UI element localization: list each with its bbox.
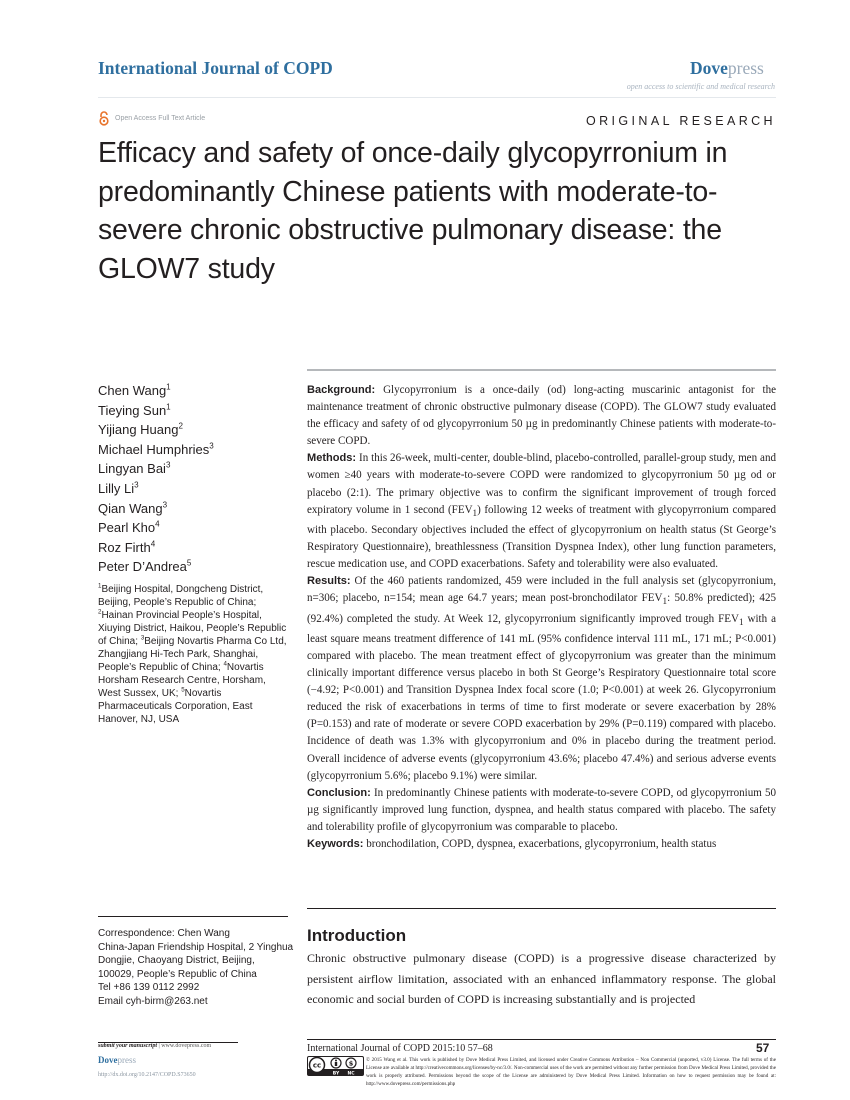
cc-badge-by-text: BY <box>332 1071 340 1076</box>
abstract-keywords-label: Keywords: <box>307 838 364 851</box>
author-name: Peter D’Andrea <box>98 559 187 575</box>
open-access-icon <box>98 111 110 126</box>
submit-manuscript-url: | www.dovepress.com <box>157 1043 212 1049</box>
abstract-conclusion-text: In predominantly Chinese patients with moderate-to-severe COPD, od glycopyrronium 50 µg significantly improved lung function, dyspnea, and health status compared with placebo. The safety and tolerability profile of glycopyrronium was comparable to placebo. <box>307 786 776 833</box>
author-affiliation-mark: 5 <box>186 559 192 569</box>
abstract <box>307 382 776 853</box>
author <box>98 420 214 440</box>
abstract-background <box>307 382 776 450</box>
abstract-conclusion-label: Conclusion: <box>307 786 371 799</box>
cc-badge-cc-text: cc <box>312 1061 322 1070</box>
publisher-tagline: open access to scientific and medical research <box>626 82 775 91</box>
author-affiliation-mark: 3 <box>165 461 171 471</box>
abstract-background-label: Background: <box>307 384 376 396</box>
abstract-top-divider <box>307 369 776 371</box>
footer-logo-press: press <box>117 1055 136 1065</box>
author-affiliation-mark: 4 <box>155 519 160 529</box>
subscript: 1 <box>472 507 478 518</box>
affiliation-text: Novartis Pharmaceuticals Corporation, East Hanover, NJ, USA <box>98 688 253 725</box>
publisher-logo <box>690 58 764 79</box>
author-affiliation-mark: 1 <box>166 402 171 412</box>
author <box>98 499 214 519</box>
abstract-results <box>307 573 776 785</box>
correspondence-email[interactable]: Email cyh-birm@263.net <box>98 995 208 1007</box>
abstract-methods <box>307 450 776 573</box>
author-affiliation-mark: 4 <box>150 539 156 549</box>
author-name: Tieying Sun <box>98 402 167 418</box>
author-name: Yijiang Huang <box>98 422 179 438</box>
abstract-methods-text: ) following 12 weeks of treatment with glycopyrronium compared with placebo. Secondary objectives included the effect of glycopyrronium on health status (St George’s Respiratory Questionnaire), breathlessness (Transition Dyspnea Index), other lung function parameters, rescue medication use, and COPD exacerbations. Safety and tolerability were also evaluated. <box>307 503 776 571</box>
correspondence-block <box>98 927 298 1009</box>
license-text: © 2015 Wang et al. This work is published by Dove Medical Press Limited, and licensed under Creative Commons Attribution – Non Commercial (unported, v3.0) License. The full terms of the License are available at http://creativecommons.org/licenses/by-nc/3.0/. Non-commercial uses of the work are permitted without any further permission from Dove Medical Press Limited, provided the work is properly attributed. Permissions beyond the scope of the License are administered by Dove Medical Press Limited. Information on how to request permission may be found at: http://www.dovepress.com/permissions.php <box>366 1057 776 1088</box>
header-divider <box>98 97 776 98</box>
footer-divider-right <box>307 1039 776 1040</box>
open-access-label: Open Access Full Text Article <box>115 115 206 122</box>
author <box>98 479 214 499</box>
correspondence-line: Dongjie, Chaoyang District, Beijing, <box>98 955 255 967</box>
author <box>98 440 214 460</box>
author-name: Lilly Li <box>98 480 135 496</box>
abstract-results-text: Of the 460 patients randomized, 459 were included in the full analysis set (glycopyrronium, n=306; placebo, n=154; mean age 64.7 years; mean post-bronchodilator FEV <box>307 575 776 605</box>
author-affiliation-mark: 2 <box>178 421 183 431</box>
author <box>98 401 214 421</box>
publisher-logo-dove: Dove <box>690 58 728 78</box>
author <box>98 381 214 401</box>
creative-commons-badge-icon <box>307 1056 364 1076</box>
author-name: Roz Firth <box>98 539 151 555</box>
affiliation-text: Beijing Novartis Pharma Co Ltd, Zhangjiang Hi-Tech Park, Shanghai, People’s Republic of China; <box>98 636 287 673</box>
abstract-methods-label: Methods: <box>307 452 357 465</box>
correspondence-line: Tel +86 139 0112 2992 <box>98 982 200 994</box>
author-name: Lingyan Bai <box>98 461 166 477</box>
abstract-background-text: Glycopyrronium is a once-daily (od) long-acting muscarinic antagonist for the maintenance treatment of chronic obstructive pulmonary disease (COPD). The GLOW7 study evaluated the efficacy and safety of od glycopyrronium 50 µg in predominantly Chinese patients with moderate-to-severe COPD. <box>307 384 776 448</box>
footer-logo-dove: Dove <box>98 1055 118 1065</box>
abstract-results-text: : 50.8% predicted); 425 (92.4%) completed the study. At Week 12, glycopyrronium significantly improved trough FEV <box>307 592 776 625</box>
subscript: 1 <box>738 616 744 627</box>
author-name: Michael Humphries <box>98 441 210 457</box>
submit-manuscript-label: submit your manuscript <box>98 1043 158 1049</box>
author-name: Chen Wang <box>98 383 167 398</box>
correspondence-divider <box>98 916 288 917</box>
author-name: Pearl Kho <box>98 520 156 536</box>
affiliation-mark: 1 <box>98 582 102 590</box>
doi-link[interactable]: http://dx.doi.org/10.2147/COPD.S73650 <box>98 1072 196 1078</box>
section-heading-introduction: Introduction <box>307 926 407 945</box>
affiliation-mark: 4 <box>223 660 227 668</box>
author <box>98 459 214 479</box>
page-number: 57 <box>756 1041 770 1055</box>
abstract-keywords <box>307 836 776 853</box>
correspondence-line: 100029, People’s Republic of China <box>98 968 257 980</box>
affiliation-mark: 5 <box>181 686 185 694</box>
abstract-bottom-divider <box>307 908 776 909</box>
footer-publisher-logo <box>98 1055 136 1065</box>
correspondence-line: Correspondence: Chen Wang <box>98 928 230 939</box>
article-type: ORIGINAL RESEARCH <box>585 114 776 128</box>
journal-name: International Journal of COPD <box>98 58 333 78</box>
abstract-results-text: with a least square means treatment difference of 141 mL (95% confidence interval 111 mL, 171 mL; P<0.001) compared with placebo. The mean treatment effect of glycopyrronium was greater than the minimum clinically important difference versus placebo in both St George’s Respiratory Questionnaire total score (−4.92; P<0.001) and Transition Dyspnea Index focal score (1.0; P<0.001) at week 26. Glycopyrronium reduced the risk of exacerbations in terms of time to first moderate or severe exacerbation by 28% (P=0.153) and rate of moderate or severe COPD exacerbation by 29% (P=0.119) compared with placebo. Incidence of death was 1.3% with glycopyrronium and 0% in placebo during the treatment period. Overall incidence of adverse events (glycopyrronium 43.6%; placebo 47.4%) and serious adverse events (glycopyrronium 5.6%; placebo 9.1%) were similar. <box>307 612 776 782</box>
correspondence-line: China-Japan Friendship Hospital, 2 Yinghua <box>98 941 294 953</box>
cc-badge-nc-dollar: $ <box>348 1059 354 1068</box>
abstract-methods-text: In this 26-week, multi-center, double-blind, placebo-controlled, parallel-group study, men and women ≥40 years with moderate-to-severe COPD were randomized to glycopyrronium 50 µg od or placebo (2:1). The primary objective was to confirm the significant improvement of trough forced expiratory volume in 1 second (FEV <box>307 452 776 516</box>
affiliations <box>98 583 288 726</box>
author-affiliation-mark: 1 <box>166 382 171 392</box>
affiliation-mark: 3 <box>140 634 145 642</box>
author-affiliation-mark: 3 <box>162 500 168 510</box>
submit-manuscript-link[interactable] <box>98 1043 211 1049</box>
author <box>98 557 214 577</box>
author-affiliation-mark: 3 <box>209 441 214 451</box>
abstract-keywords-text: bronchodilation, COPD, dyspnea, exacerbations, glycopyrronium, health status <box>363 838 717 851</box>
affiliation-text: Beijing Hospital, Dongcheng District, Beijing, People’s Republic of China; <box>98 584 264 608</box>
journal-citation: International Journal of COPD 2015:10 57–68 <box>307 1043 493 1054</box>
affiliation-text: Novartis Horsham Research Centre, Horsham, West Sussex, UK; <box>98 662 266 699</box>
article-title: Efficacy and safety of once-daily glycopyrronium in predominantly Chinese patients with moderate-to-severe chronic obstructive pulmonary disease: the GLOW7 study <box>98 137 728 285</box>
publisher-logo-press: press <box>727 58 764 78</box>
cc-badge-nc-text: NC <box>347 1071 355 1076</box>
author-name: Qian Wang <box>98 500 163 516</box>
affiliation-mark: 2 <box>98 608 102 616</box>
abstract-results-label: Results: <box>307 575 351 588</box>
author <box>98 518 214 538</box>
affiliation-text: Hainan Provincial People’s Hospital, Xiuying District, Haikou, People’s Republic of China; <box>98 610 287 647</box>
abstract-conclusion <box>307 785 776 836</box>
author-list <box>98 381 214 577</box>
author <box>98 538 214 558</box>
subscript: 1 <box>662 596 668 607</box>
author-affiliation-mark: 3 <box>134 480 139 490</box>
introduction-text: Chronic obstructive pulmonary disease (COPD) is a progressive disease characterized by persistent airflow limitation, associated with an enhanced inflammatory response. The global economic and social burden of COPD is increasing substantially and is projected <box>307 951 776 1006</box>
